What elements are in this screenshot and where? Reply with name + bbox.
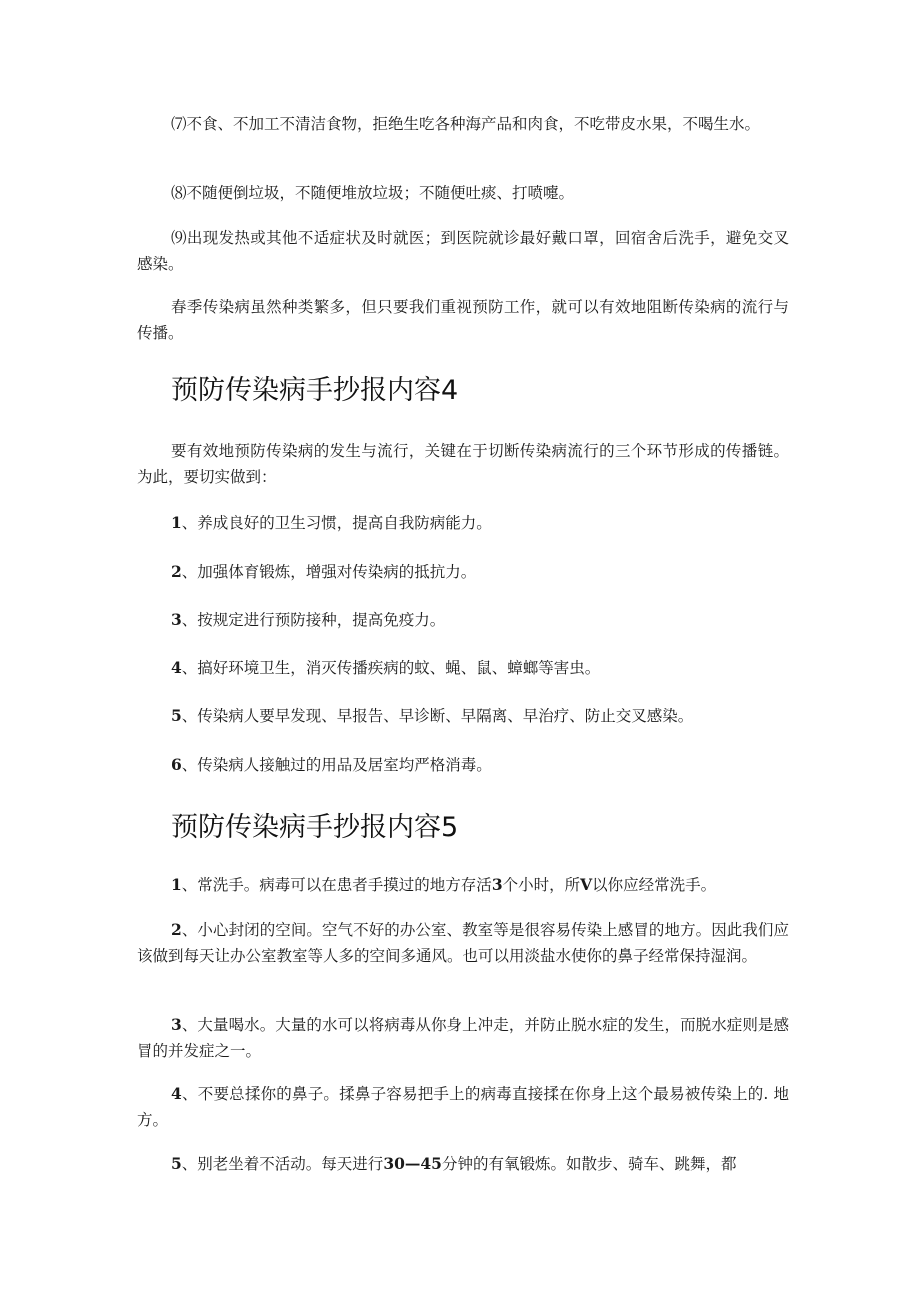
item-bold-letter: V — [580, 875, 593, 894]
item-bold-number: 30—45 — [383, 1154, 442, 1173]
section-heading-5: 预防传染病手抄报内容5 — [171, 812, 459, 843]
item-number: 2 — [171, 562, 182, 581]
list-item — [137, 872, 789, 898]
list-item: ⑺不食、不加工不清洁食物，拒绝生吃各种海产品和肉食，不吃带皮水果，不喝生水。 — [171, 115, 761, 133]
list-item — [137, 703, 789, 729]
item-number: 5 — [171, 706, 182, 725]
item-text: 、搞好环境卫生，消灭传播疾病的蚊、蝇、鼠、蟑螂等害虫。 — [181, 659, 601, 677]
list-item — [137, 1012, 789, 1064]
item-number: 3 — [171, 610, 182, 629]
item-number: 5 — [171, 1154, 182, 1173]
section4-intro: 要有效地预防传染病的发生与流行，关键在于切断传染病流行的三个环节形成的传播链。为此，要切实做到： — [137, 442, 789, 486]
item-text: 、常洗手。病毒可以在患者手摸过的地方存活 — [181, 876, 492, 894]
item-text: 、大量喝水。大量的水可以将病毒从你身上冲走，并防止脱水症的发生，而脱水症则是感冒的并发症之一。 — [137, 1016, 789, 1060]
section-heading-4: 预防传染病手抄报内容4 — [171, 375, 459, 406]
closing-paragraph: 春季传染病虽然种类繁多，但只要我们重视预防工作，就可以有效地阻断传染病的流行与传播。 — [137, 298, 789, 342]
list-item — [137, 917, 789, 969]
item-text: 、传染病人要早发现、早报告、早诊断、早隔离、早治疗、防止交叉感染。 — [181, 707, 694, 725]
item-number: 6 — [171, 755, 182, 774]
item-number: 2 — [171, 920, 182, 939]
item-text: 以你应经常洗手。 — [592, 876, 717, 894]
item-text: 、加强体育锻炼，增强对传染病的抵抗力。 — [181, 563, 477, 581]
item-number: 4 — [171, 1084, 182, 1103]
item-number: 4 — [171, 658, 182, 677]
list-item — [137, 510, 789, 536]
list-item: ⑻不随便倒垃圾，不随便堆放垃圾；不随便吐痰、打喷嚏。 — [171, 184, 575, 202]
item-text: 、养成良好的卫生习惯，提高自我防病能力。 — [181, 514, 492, 532]
list-item — [137, 655, 789, 681]
list-item — [137, 607, 789, 633]
list-item: ⑼出现发热或其他不适症状及时就医；到医院就诊最好戴口罩，回宿舍后洗手，避免交叉感染。 — [137, 229, 789, 273]
item-number: 1 — [171, 875, 182, 894]
item-text: 、别老坐着不活动。每天进行 — [181, 1155, 384, 1173]
item-bold-number: 3 — [491, 875, 503, 894]
item-text: 分钟的有氧锻炼。如散步、骑车、跳舞，都 — [441, 1155, 737, 1173]
item-number: 1 — [171, 513, 182, 532]
list-item — [137, 1081, 789, 1133]
list-item — [137, 752, 789, 778]
item-text: 、不要总揉你的鼻子。揉鼻子容易把手上的病毒直接揉在你身上这个最易被传染上的. 地方。 — [137, 1085, 789, 1129]
list-item — [137, 1151, 789, 1177]
item-text: 、小心封闭的空间。空气不好的办公室、教室等是很容易传染上感冒的地方。因此我们应该做到每天让办公室教室等人多的空间多通风。也可以用淡盐水使你的鼻子经常保持湿润。 — [137, 921, 789, 965]
list-item — [137, 559, 789, 585]
item-number: 3 — [171, 1015, 182, 1034]
item-text: 个小时，所 — [502, 876, 581, 894]
item-text: 、传染病人接触过的用品及居室均严格消毒。 — [181, 756, 492, 774]
item-text: 、按规定进行预防接种，提高免疫力。 — [181, 611, 446, 629]
